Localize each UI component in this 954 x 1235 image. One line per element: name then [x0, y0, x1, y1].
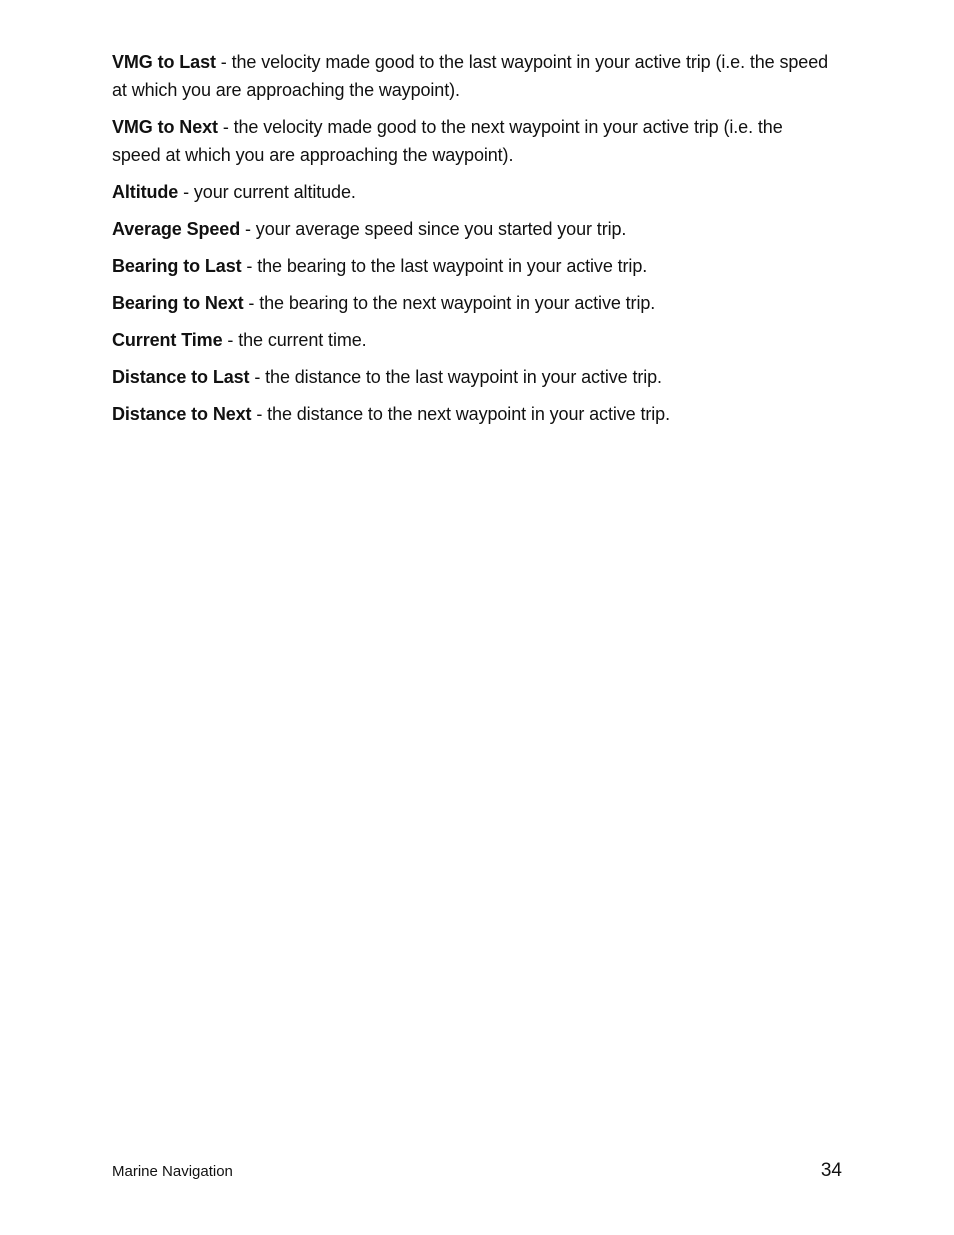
definition-description: - the velocity made good to the next waypoint in your active trip (i.e. the speed at which you are approaching the waypoint). — [112, 117, 783, 165]
definition-entry-vmg-to-next — [112, 113, 832, 169]
definition-term: Distance to Next — [112, 404, 252, 424]
definition-term: Bearing to Next — [112, 293, 244, 313]
definition-list — [112, 48, 832, 437]
definition-entry-bearing-to-last — [112, 252, 832, 280]
definition-term: VMG to Last — [112, 52, 216, 72]
definition-description: - the distance to the next waypoint in your active trip. — [251, 404, 670, 424]
definition-term: Average Speed — [112, 219, 241, 239]
definition-description: - the bearing to the last waypoint in your active trip. — [241, 256, 648, 276]
definition-entry-distance-to-last — [112, 363, 832, 391]
definition-term: Bearing to Last — [112, 256, 242, 276]
definition-entry-altitude — [112, 178, 832, 206]
footer-section-title: Marine Navigation — [112, 1163, 233, 1180]
definition-term: Altitude — [112, 182, 179, 202]
definition-entry-average-speed — [112, 215, 832, 243]
definition-description: - the bearing to the next waypoint in your active trip. — [243, 293, 656, 313]
definition-term: Distance to Last — [112, 367, 250, 387]
definition-description: - your average speed since you started your trip. — [240, 219, 627, 239]
definition-entry-vmg-to-last — [112, 48, 832, 104]
definition-description: - the velocity made good to the last waypoint in your active trip (i.e. the speed at which you are approaching the waypoint). — [112, 52, 829, 100]
definition-entry-distance-to-next — [112, 400, 832, 428]
definition-description: - the current time. — [222, 330, 367, 350]
definition-description: - your current altitude. — [178, 182, 356, 202]
definition-term: Current Time — [112, 330, 223, 350]
definition-entry-bearing-to-next — [112, 289, 832, 317]
page-number: 34 — [820, 1160, 842, 1181]
definition-description: - the distance to the last waypoint in your active trip. — [249, 367, 662, 387]
definition-entry-current-time — [112, 326, 832, 354]
definition-term: VMG to Next — [112, 117, 218, 137]
